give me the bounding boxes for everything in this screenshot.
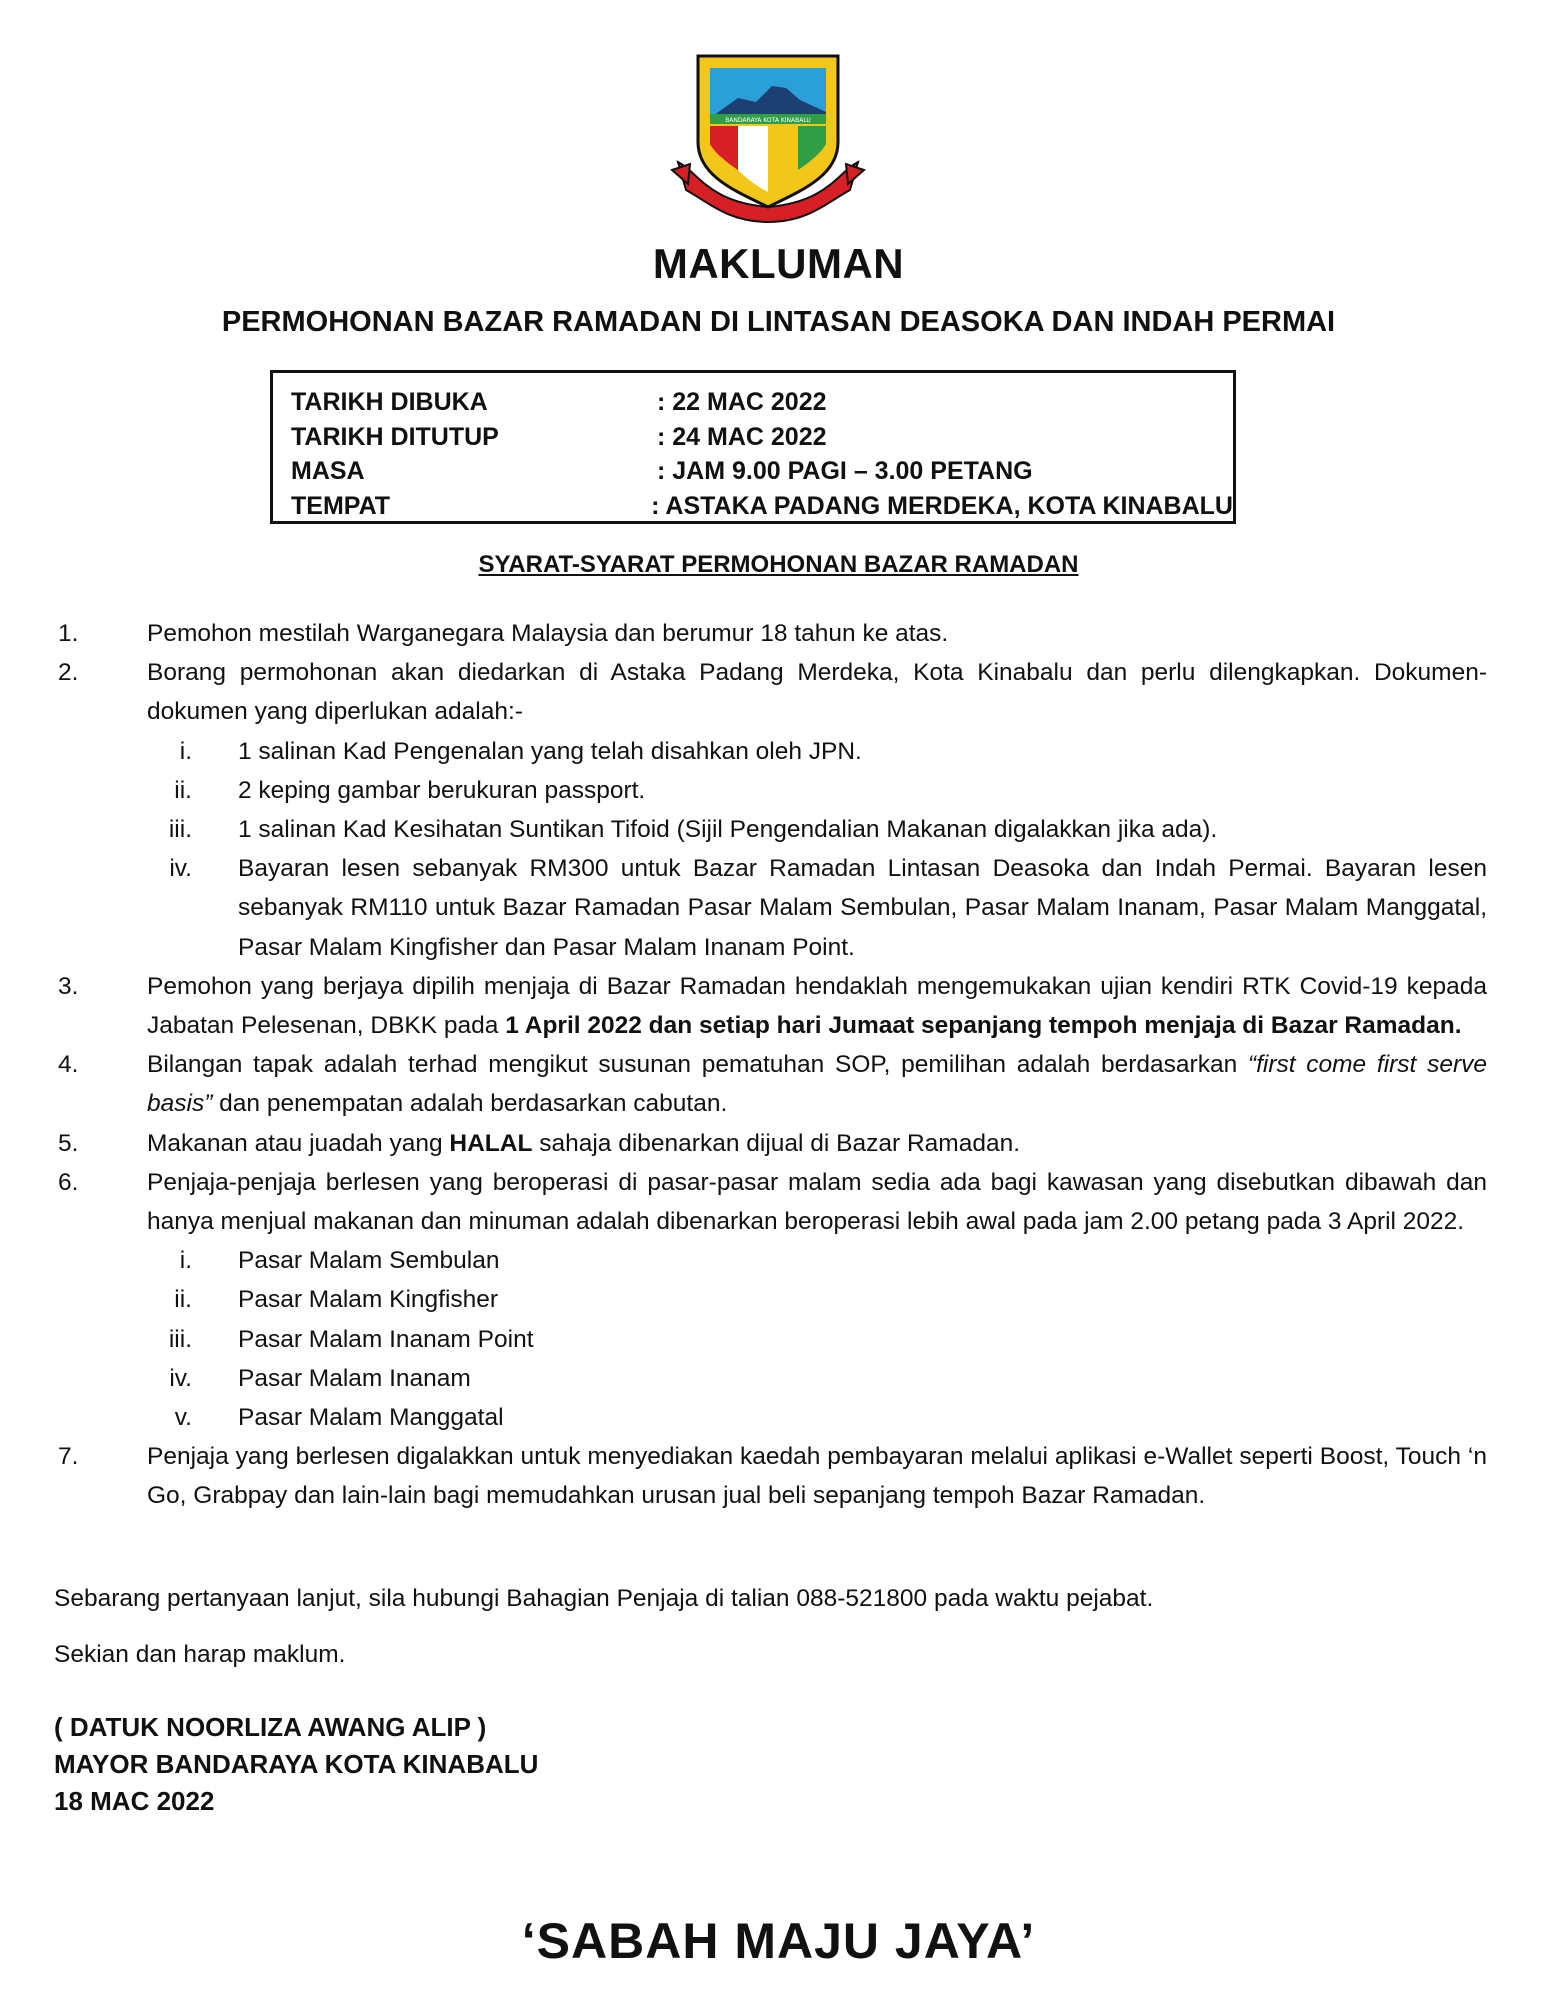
sub-item [0,1241,1487,1280]
sub-item-text: Pasar Malam Manggatal [238,1404,504,1432]
sub-item [0,810,1487,849]
info-value: : 24 MAC 2022 [657,422,827,451]
signature-date: 18 MAC 2022 [54,1786,215,1816]
info-label: MASA [291,457,365,485]
sub-item-number: iv. [169,855,192,883]
notice-subtitle: PERMOHONAN BAZAR RAMADAN DI LINTASAN DEASOKA DAN INDAH PERMAI [221,306,1336,338]
list-item [0,1045,1487,1123]
closing-note: Sekian dan harap maklum. [54,1641,346,1668]
list-item [0,653,1487,731]
sub-item-text: Pasar Malam Kingfisher [238,1286,499,1314]
crest-caption: BANDARAYA KOTA KINABALU [725,117,811,124]
sub-item [0,849,1487,967]
sub-item-text: 1 salinan Kad Kesihatan Suntikan Tifoid (Sijil Pengendalian Makanan digalakkan jika ada). [238,816,1218,844]
sub-item-text: 2 keping gambar berukuran passport. [238,776,646,804]
item-number: 5. [58,1129,79,1157]
sub-item-number: i. [179,737,192,765]
info-row [291,420,1233,455]
item-text-part: Makanan atau juadah yang [147,1129,450,1157]
sub-item-number: iv. [169,1364,192,1392]
sub-item-text: Pasar Malam Inanam Point [238,1325,534,1353]
sub-item [0,1320,1487,1359]
sub-item-text: Bayaran lesen sebanyak RM300 untuk Bazar Ramadan Lintasan Deasoka dan Indah Permai. Bayaran lesen sebanyak RM110 untuk Bazar Ramadan Pasar Malam Sembulan, Pasar Malam Inanam, Pasar Malam Manggatal, Pasar Malam Kingfisher dan Pasar Malam Inanam Point. [238,855,1487,961]
section-heading: SYARAT-SYARAT PERMOHONAN BAZAR RAMADAN [478,551,1079,578]
item-text: Pemohon mestilah Warganegara Malaysia dan berumur 18 tahun ke atas. [147,620,949,647]
item-text: Borang permohonan akan diedarkan di Astaka Padang Merdeka, Kota Kinabalu dan perlu dilengkapkan. Dokumen-dokumen yang diperlukan adalah:- [147,659,1487,726]
item-text [147,967,1487,1045]
sub-item [0,1359,1487,1398]
requirements-list [0,614,1557,1516]
sub-item-number: iii. [168,816,192,844]
info-box [270,370,1236,524]
info-value: : 22 MAC 2022 [657,388,827,416]
info-row [291,385,1233,420]
list-item [0,1124,1487,1163]
info-row [291,489,1233,524]
info-label: TARIKH DITUTUP [291,422,499,451]
list-item [0,1163,1487,1241]
list-item [0,614,1487,653]
item-text-part: Bilangan tapak adalah terhad mengikut susunan pematuhan SOP, pemilihan adalah berdasarkan [147,1051,1248,1079]
item-text [147,1124,1487,1163]
sub-item-text: Pasar Malam Inanam [238,1364,471,1392]
notice-title: MAKLUMAN [652,240,905,287]
sub-item [0,1398,1487,1437]
sub-item-text: 1 salinan Kad Pengenalan yang telah disahkan oleh JPN. [238,737,862,765]
signatory-position: MAYOR BANDARAYA KOTA KINABALU [54,1749,539,1779]
item-number: 7. [58,1443,79,1471]
item-text-part: Pemohon yang berjaya dipilih menjaja di Bazar Ramadan hendaklah mengemukakan ujian kendiri RTK Covid-19 kepada Jabatan Pelesenan, DBKK pada [147,972,1487,1040]
info-label: TEMPAT [291,491,391,520]
info-label: TARIKH DIBUKA [291,388,488,416]
item-number: 3. [58,972,79,1000]
contact-note: Sebarang pertanyaan lanjut, sila hubungi Bahagian Penjaja di talian 088-521800 pada waktu pejabat. [54,1585,1154,1612]
info-row [291,454,1233,489]
sub-item [0,1280,1487,1319]
dbkk-crest-logo [668,52,868,224]
motto: ‘SABAH MAJU JAYA’ [521,1913,1036,1969]
sub-item-number: iii. [168,1325,192,1353]
sub-item-number: v. [174,1404,192,1432]
info-value: : JAM 9.00 PAGI – 3.00 PETANG [657,457,1033,485]
item-text: Penjaja yang berlesen digalakkan untuk menyediakan kaedah pembayaran melalui aplikasi e-Wallet seperti Boost, Touch ‘n Go, Grabpay dan lain-lain bagi memudahkan urusan jual beli sepanjang tempoh Bazar Ramadan. [147,1443,1487,1510]
item-text-part: dan penempatan adalah berdasarkan cabutan. [212,1090,728,1118]
sub-item-number: i. [179,1247,192,1275]
sub-item [0,771,1487,810]
sub-item-text: Pasar Malam Sembulan [238,1247,500,1275]
info-value: : ASTAKA PADANG MERDEKA, KOTA KINABALU [651,491,1233,520]
item-text [147,1045,1487,1123]
sub-item [0,732,1487,771]
signatory-name: ( DATUK NOORLIZA AWANG ALIP ) [54,1712,487,1742]
item-number: 4. [58,1051,79,1079]
item-text-italic: “first come first serve basis” [147,1051,1487,1118]
item-number: 6. [58,1168,79,1196]
item-text-bold: HALAL [449,1129,533,1157]
sub-item-number: ii. [174,1286,192,1314]
item-number: 2. [58,659,79,687]
item-text-part: sahaja dibenarkan dijual di Bazar Ramadan. [532,1129,1021,1157]
item-text: Penjaja-penjaja berlesen yang beroperasi di pasar-pasar malam sedia ada bagi kawasan yang disebutkan dibawah dan hanya menjual makanan dan minuman adalah dibenarkan beroperasi lebih awal pada jam 2.00 petang pada 3 April 2022. [147,1168,1487,1236]
item-number: 1. [58,620,79,647]
item-text-bold: 1 April 2022 dan setiap hari Jumaat sepanjang tempoh menjaja di Bazar Ramadan. [505,1012,1462,1040]
sub-item-number: ii. [174,776,192,804]
list-item [0,1437,1487,1515]
list-item [0,967,1487,1045]
